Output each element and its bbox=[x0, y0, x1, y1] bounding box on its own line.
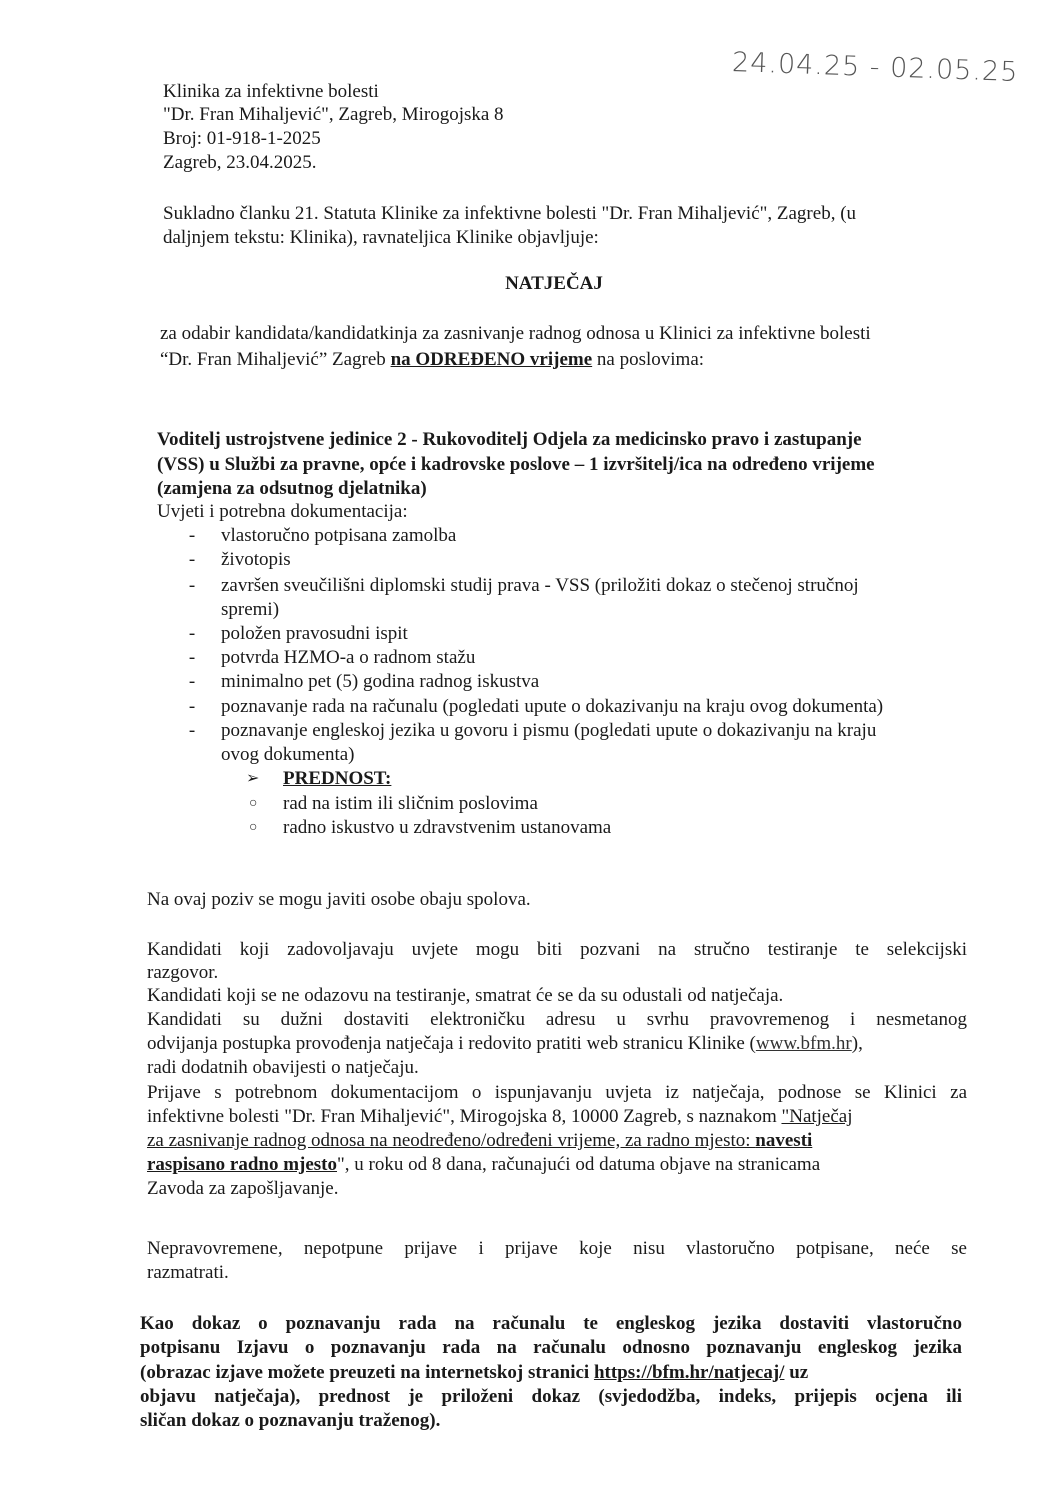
application-label-text: "Natječaj bbox=[781, 1106, 853, 1127]
subtitle-suffix: na poslovima: bbox=[592, 349, 705, 370]
testing-paragraph bbox=[147, 938, 967, 962]
requirement-text: poznavanje engleskoj jezika u govoru i pismu (pogledati upute o dokazivanju na kraju bbox=[221, 720, 877, 741]
dash-bullet: - bbox=[188, 575, 196, 596]
proof-text: (obrazac izjave možete preuzeti na internetskoj stranici bbox=[140, 1362, 594, 1383]
application-paragraph bbox=[147, 1081, 967, 1105]
dash-bullet: - bbox=[188, 647, 196, 668]
application-label-emph: navesti bbox=[755, 1130, 813, 1151]
rejection-paragraph bbox=[147, 1237, 967, 1261]
requirement-text: minimalno pet (5) godina radnog iskustva bbox=[221, 671, 540, 692]
paragraph-text: odvijanja postupka provođenja natječaja i redovito pratiti web stranicu Klinike ( bbox=[147, 1033, 756, 1054]
dash-bullet: - bbox=[188, 720, 196, 741]
requirement-text-continued: spremi) bbox=[221, 599, 280, 620]
position-line: Voditelj ustrojstvene jedinice 2 - Rukovoditelj Odjela za medicinsko pravo i zastupanje bbox=[157, 429, 862, 450]
dash-bullet: - bbox=[188, 525, 196, 546]
position-line: (zamjena za odsutnog djelatnika) bbox=[157, 478, 427, 499]
paragraph-line bbox=[147, 1032, 863, 1056]
paragraph-line: Kandidati su dužni dostaviti elektroničku adresu u svrhu pravovremenog i nesmetanog bbox=[147, 1009, 967, 1030]
application-label-text: za zasnivanje radnog odnosa na neodređeno/određeni vrijeme, za radno mjesto: bbox=[147, 1130, 756, 1151]
website-link[interactable]: www.bfm.hr bbox=[755, 1033, 852, 1054]
requirement-text-continued: ovog dokumenta) bbox=[221, 744, 355, 765]
paragraph-line: sličan dokaz o poznavanju traženog). bbox=[140, 1410, 441, 1431]
dash-bullet: - bbox=[188, 623, 196, 644]
application-label-emph: raspisano radno mjesto bbox=[147, 1154, 338, 1175]
requirement-text: poznavanje rada na računalu (pogledati upute o dokazivanju na kraju ovog dokumenta) bbox=[221, 696, 884, 717]
requirement-text: životopis bbox=[221, 549, 291, 570]
dash-bullet: - bbox=[188, 696, 196, 717]
subtitle-line: za odabir kandidata/kandidatkinja za zasnivanje radnog odnosa u Klinici za infektivne bolesti bbox=[160, 323, 871, 344]
employment-type: na ODREĐENO vrijeme bbox=[390, 349, 593, 370]
paragraph-line bbox=[147, 1153, 820, 1177]
institution-address: "Dr. Fran Mihaljević", Zagreb, Mirogojska 8 bbox=[163, 104, 504, 125]
subtitle-line bbox=[160, 348, 704, 372]
paragraph-line bbox=[147, 1105, 853, 1129]
form-download-link[interactable]: https://bfm.hr/natjecaj/ bbox=[593, 1362, 785, 1383]
intro-line: Sukladno članku 21. Statuta Klinike za infektivne bolesti "Dr. Fran Mihaljević", Zagreb, (u bbox=[163, 203, 857, 224]
paragraph-text: infektivne bolesti "Dr. Fran Mihaljević", Mirogojska 8, 10000 Zagreb, s naznakom bbox=[147, 1106, 782, 1127]
gender-notice: Na ovaj poziv se mogu javiti osobe obaju spolova. bbox=[147, 889, 531, 910]
proof-text: uz bbox=[784, 1362, 809, 1383]
page-title: NATJEČAJ bbox=[505, 273, 603, 294]
advantage-item: rad na istim ili sličnim poslovima bbox=[283, 793, 538, 814]
subtitle-prefix: “Dr. Fran Mihaljević” Zagreb bbox=[160, 349, 391, 370]
paragraph-line bbox=[140, 1385, 962, 1409]
intro-line: daljnjem tekstu: Klinika), ravnateljica Klinike objavljuje: bbox=[163, 227, 599, 248]
paragraph-text: ), bbox=[851, 1033, 863, 1054]
document-number: Broj: 01-918-1-2025 bbox=[163, 128, 321, 149]
requirement-text: potvrda HZMO-a o radnom stažu bbox=[221, 647, 476, 668]
paragraph-line bbox=[147, 1129, 812, 1153]
withdrawal-notice: Kandidati koji se ne odazovu na testiranje, smatrat će se da su odustali od natječaja. bbox=[147, 985, 784, 1006]
paragraph-line: Zavoda za zapošljavanje. bbox=[147, 1178, 339, 1199]
paragraph-line: Prijave s potrebnom dokumentacijom o ispunjavanju uvjeta iz natječaja, podnose se Klinici za bbox=[147, 1082, 967, 1103]
paragraph-line bbox=[140, 1361, 808, 1385]
paragraph-line: radi dodatnih obavijesti o natječaju. bbox=[147, 1057, 419, 1078]
proof-text: Kao dokaz o poznavanju rada na računalu te engleskog jezika dostaviti vlastoručno bbox=[140, 1313, 962, 1334]
advantage-label: PREDNOST: bbox=[283, 768, 392, 789]
document-date: Zagreb, 23.04.2025. bbox=[163, 152, 317, 173]
circle-bullet-icon: ○ bbox=[249, 796, 258, 811]
advantage-item: radno iskustvo u zdravstvenim ustanovama bbox=[283, 817, 612, 838]
arrow-bullet-icon: ➢ bbox=[246, 770, 260, 787]
paragraph-line bbox=[140, 1336, 962, 1360]
requirements-heading: Uvjeti i potrebna dokumentacija: bbox=[157, 501, 408, 522]
paragraph-text: ", u roku od 8 dana, računajući od datuma objave na stranicama bbox=[337, 1154, 821, 1175]
dash-bullet: - bbox=[188, 671, 196, 692]
position-line: (VSS) u Službi za pravne, opće i kadrovske poslove – 1 izvršitelj/ica na određeno vrijeme bbox=[157, 454, 875, 475]
requirement-text: vlastoručno potpisana zamolba bbox=[221, 525, 457, 546]
proof-text: potpisanu Izjavu o poznavanju rada na računalu odnosno poznavanju engleskog jezika bbox=[140, 1337, 962, 1358]
paragraph-line bbox=[140, 1312, 962, 1336]
circle-bullet-icon: ○ bbox=[249, 820, 258, 835]
requirement-text: završen sveučilišni diplomski studij prava - VSS (priložiti dokaz o stečenoj stručnoj bbox=[221, 575, 859, 596]
dash-bullet: - bbox=[188, 549, 196, 570]
proof-text: objavu natječaja), prednost je priloženi dokaz (svjedodžba, indeks, prijepis ocjena ili bbox=[140, 1386, 962, 1407]
institution-name: Klinika za infektivne bolesti bbox=[163, 81, 379, 102]
requirement-text: položen pravosudni ispit bbox=[221, 623, 408, 644]
handwritten-date-range: 24.04.25 - 02.05.25 bbox=[731, 47, 1019, 88]
paragraph-line: Kandidati koji zadovoljavaju uvjete mogu biti pozvani na stručno testiranje te selekcijski bbox=[147, 939, 967, 960]
paragraph-line: razmatrati. bbox=[147, 1262, 229, 1283]
paragraph-line: Nepravovremene, nepotpune prijave i prijave koje nisu vlastoručno potpisane, neće se bbox=[147, 1238, 967, 1259]
paragraph-line: razgovor. bbox=[147, 962, 219, 983]
email-paragraph bbox=[147, 1008, 967, 1032]
